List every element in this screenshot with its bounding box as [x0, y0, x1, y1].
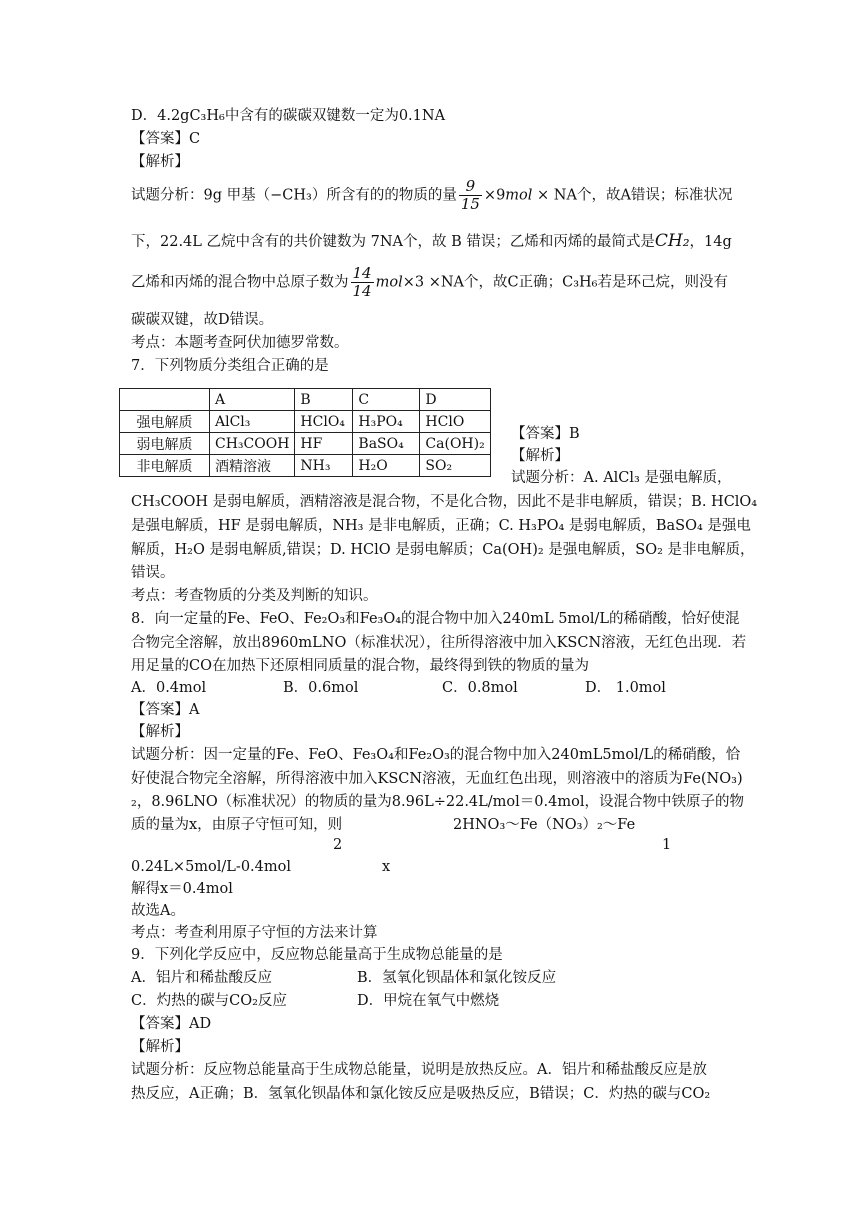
table-cell: D [420, 389, 490, 411]
table-cell: 非电解质 [120, 455, 210, 477]
table-cell: HClO₄ [295, 411, 353, 433]
q8-solve: 解得x＝0.4mol [131, 881, 233, 897]
q6-point: 考点：本题考查阿伏加德罗常数。 [131, 335, 349, 351]
q7-analysis-label: 【解析】 [511, 448, 569, 464]
q8-option-c: C．0.8mol [442, 680, 518, 696]
q6-analysis-line-4: 碳碳双键，故D错误。 [131, 312, 274, 328]
q8-analysis-line-5b: x [382, 859, 391, 875]
q8-question-line-3: 用足量的CO在加热下还原相同质量的混合物，最终得到铁的物质的量为 [131, 658, 589, 674]
q7-analysis-line-2: CH₃COOH 是弱电解质，酒精溶液是混合物，不是化合物，因此不是非电解质，错误；B. HClO₄ [131, 494, 758, 510]
q7-question: 7．下列物质分类组合正确的是 [131, 358, 329, 374]
q9-question: 9．下列化学反应中，反应物总能量高于生成物总能量的是 [131, 947, 503, 963]
q8-atom-conservation-chain: 2HNO₃～Fe（NO₃）₂～Fe [453, 817, 636, 833]
q8-analysis-line-1: 试题分析：因一定量的Fe、FeO、Fe₃O₄和Fe₂O₃的混合物中加入240mL5mol/L的稀硝酸，恰 [131, 747, 741, 763]
table-row [120, 455, 491, 477]
q9-option-a: A．铝片和稀盐酸反应 [131, 970, 272, 986]
table-row [120, 411, 491, 433]
q8-question-line-1: 8．向一定量的Fe、FeO、Fe₂O₃和Fe₃O₄的混合物中加入240mL 5mol/L的稀硝酸，恰好使混 [131, 611, 740, 627]
q9-answer: 【答案】AD [131, 1016, 212, 1032]
q7-point: 考点：考查物质的分类及判断的知识。 [131, 588, 378, 604]
table-row [120, 433, 491, 455]
q8-option-a: A．0.4mol [131, 680, 207, 696]
q8-answer: 【答案】A [131, 702, 200, 718]
q9-analysis-line-1: 试题分析：反应物总能量高于生成物总能量，说明是放热反应。A．铝片和稀盐酸反应是放 [131, 1062, 707, 1078]
fraction: $\frac{9}{15}$ [460, 177, 480, 213]
q8-analysis-line-5a: 0.24L×5mol/L-0.4mol [131, 859, 291, 875]
table-cell: H₃PO₄ [353, 411, 420, 433]
q8-analysis-line-2: 好使混合物完全溶解，所得溶液中加入KSCN溶液，无血红色出现，则溶液中的溶质为Fe(NO₃) [131, 771, 743, 787]
q8-analysis-line-4a: 质的量为x，由原子守恒可知，则 [131, 817, 343, 833]
q8-option-d: D． 1.0mol [585, 680, 666, 696]
table-cell: BaSO₄ [353, 433, 420, 455]
table-cell: 酒精溶液 [210, 455, 295, 477]
q8-option-b: B．0.6mol [283, 680, 359, 696]
q6-analysis-line-2: 下，22.4L 乙烷中含有的共价键数为 7NA个，故 B 错误；乙烯和丙烯的最简式是CH₂，14g [131, 231, 732, 251]
q6-option-d: D．4.2gC₃H₆中含有的碳碳双键数一定为0.1NA [131, 108, 446, 124]
table-cell: HClO [420, 411, 490, 433]
q6-answer: 【答案】C [131, 131, 201, 147]
table-cell: B [295, 389, 353, 411]
table-cell: A [210, 389, 295, 411]
q6-analysis-line-3: 乙烯和丙烯的混合物中总原子数为 $\frac{14}{14}$ mol×3 ×NA个，故C正确；C₃H₆若是环己烷，则没有 [131, 264, 728, 300]
q6-analysis-line-1: 试题分析：9g 甲基（−CH₃）所含有的的物质的量 $\frac{9}{15}$ ×9mol × NA个，故A错误；标准状况 [131, 177, 733, 213]
table-cell: 弱电解质 [120, 433, 210, 455]
table-cell: H₂O [353, 455, 420, 477]
q7-analysis-line-1: 试题分析：A. AlCl₃ 是强电解质， [511, 470, 732, 486]
q7-analysis-line-4: 解质，H₂O 是弱电解质,错误；D. HClO 是弱电解质；Ca(OH)₂ 是强电解质，SO₂ 是非电解质， [131, 542, 755, 558]
q9-analysis-line-2: 热反应，A正确；B．氢氧化钡晶体和氯化铵反应是吸热反应，B错误；C．灼热的碳与CO₂ [131, 1086, 711, 1102]
table-header-row [120, 389, 491, 411]
table-cell: 强电解质 [120, 411, 210, 433]
q8-question-line-2: 合物完全溶解，放出8960mLNO（标准状况），往所得溶液中加入KSCN溶液，无红色出现．若 [131, 635, 747, 651]
q9-option-d: D．甲烷在氧气中燃烧 [357, 993, 500, 1009]
table-cell: Ca(OH)₂ [420, 433, 490, 455]
q8-coefficient-1: 1 [662, 837, 672, 853]
q9-option-c: C．灼热的碳与CO₂反应 [131, 993, 287, 1009]
q7-analysis-line-3: 是强电解质，HF 是弱电解质，NH₃ 是非电解质，正确；C. H₃PO₄ 是弱电解质，BaSO₄ 是强电 [131, 518, 751, 534]
table-cell: C [353, 389, 420, 411]
table-cell: NH₃ [295, 455, 353, 477]
q9-analysis-label: 【解析】 [131, 1039, 189, 1055]
q8-coefficient-2: 2 [333, 837, 343, 853]
table-cell: SO₂ [420, 455, 490, 477]
q8-choose: 故选A。 [131, 903, 185, 919]
fraction: $\frac{14}{14}$ [352, 264, 372, 300]
q9-option-b: B．氢氧化钡晶体和氯化铵反应 [357, 970, 557, 986]
q6-analysis-label: 【解析】 [131, 154, 189, 170]
table-cell: AlCl₃ [210, 411, 295, 433]
q8-analysis-label: 【解析】 [131, 724, 189, 740]
table-cell: CH₃COOH [210, 433, 295, 455]
q7-answer: 【答案】B [511, 426, 580, 442]
q7-analysis-line-5: 错误。 [131, 565, 175, 581]
q8-analysis-line-3: ₂，8.96LNO（标准状况）的物质的量为8.96L÷22.4L/mol＝0.4mol，设混合物中铁原子的物 [131, 794, 744, 810]
q7-classification-table [119, 388, 491, 477]
table-cell: HF [295, 433, 353, 455]
table-cell [120, 389, 210, 411]
q8-point: 考点：考查利用原子守恒的方法来计算 [131, 925, 378, 941]
